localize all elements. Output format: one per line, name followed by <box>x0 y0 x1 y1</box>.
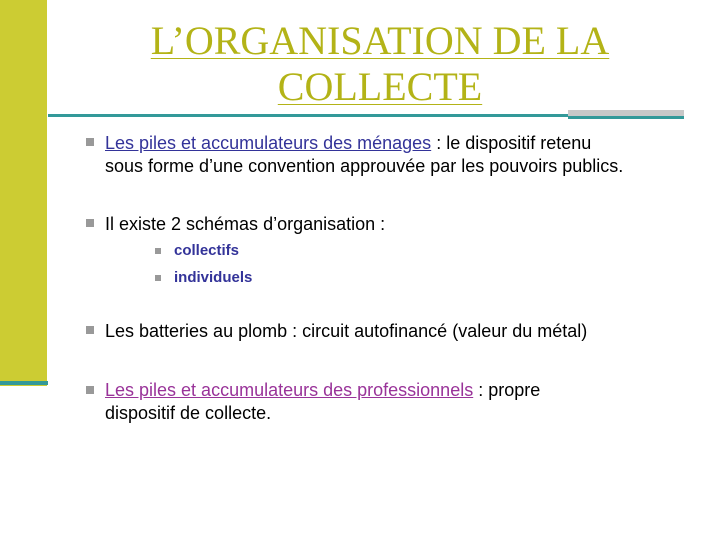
bullet-item-professionnels <box>105 379 695 425</box>
bullet-square-icon <box>86 138 94 146</box>
link-piles-professionnels[interactable]: Les piles et accumulateurs des professionnels <box>105 380 474 400</box>
bullet-1-line2: sous forme d’une convention approuvée par les pouvoirs publics. <box>105 156 624 176</box>
bullet-item-schemas: Il existe 2 schémas d’organisation : <box>105 214 386 234</box>
sub-item-individuels: individuels <box>174 269 253 286</box>
title-line-1: L’ORGANISATION DE LA <box>150 18 610 63</box>
sidebar-accent <box>0 0 47 386</box>
bullet-item-menages <box>105 132 695 178</box>
link-piles-menages[interactable]: Les piles et accumulateurs des ménages <box>105 133 432 153</box>
bullet-item-batteries: Les batteries au plomb : circuit autofinancé (valeur du métal) <box>105 321 588 341</box>
title-rule-end <box>568 116 684 119</box>
slide-title <box>100 18 660 110</box>
sidebar-rule <box>0 381 48 385</box>
bullet-4-line2: dispositif de collecte. <box>105 403 272 423</box>
title-line-2: COLLECTE <box>277 64 483 109</box>
sub-bullet-square-icon <box>155 248 161 254</box>
bullet-square-icon <box>86 326 94 334</box>
sub-bullet-square-icon <box>155 275 161 281</box>
bullet-square-icon <box>86 219 94 227</box>
bullet-square-icon <box>86 386 94 394</box>
title-rule <box>48 114 568 117</box>
bullet-1-inline: : le dispositif retenu <box>431 133 592 153</box>
sub-item-collectifs: collectifs <box>174 242 240 259</box>
bullet-4-inline: : propre <box>473 380 541 400</box>
